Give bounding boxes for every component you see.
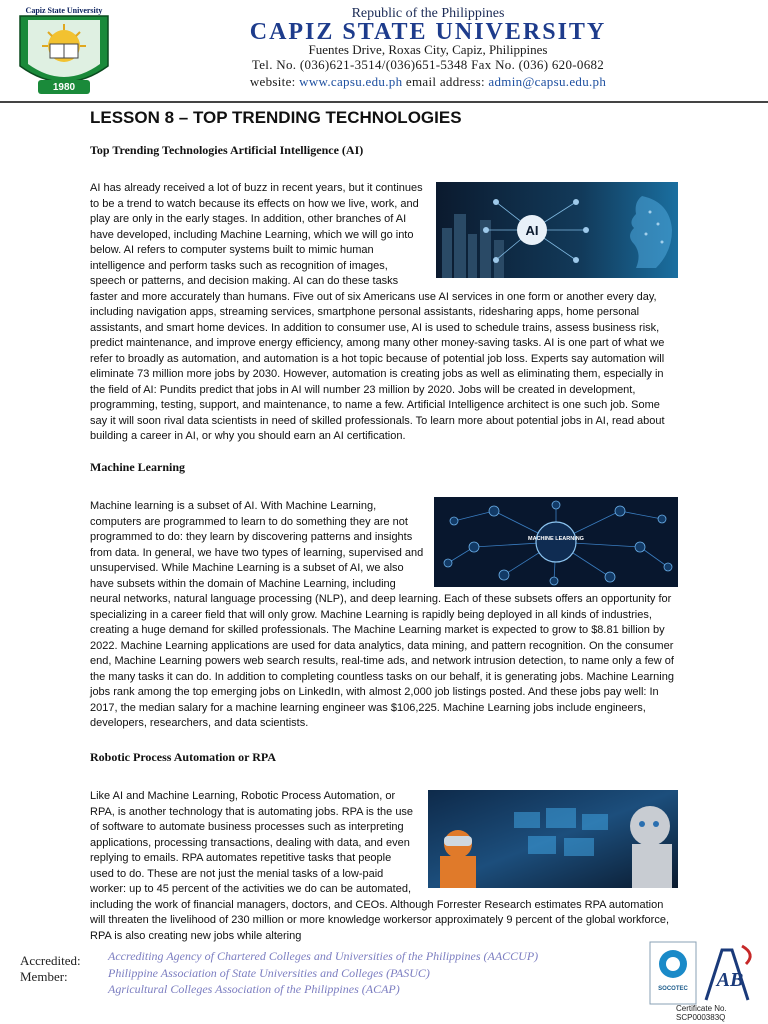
rpa-paragraph: Like AI and Machine Learning, Robotic Process Automation, or RPA, is another technology that is automating jobs. RPA is the use of software to automate business processes such as interpreting applications, processing transactions, dealing with data, and even replying to emails. RPA automates repetitive tasks that people used to do. These are not just the menial tasks of a low-paid worker: up to 45 percent of the activities we do can be automated, including the work of financial managers, doctors, and CEOs. Although Forrester Research estimates RPA automation will threaten the livelihood of 230 million or more knowledge workersor approximately 9 percent of the global workforce, RPA is also creating new jobs while altering [90, 790, 670, 942]
socotec-badge-text: SOCOTEC [658, 986, 688, 992]
certification-logo-icon [648, 940, 760, 1006]
logo-year: 1980 [52, 82, 76, 93]
ai-image [436, 182, 678, 278]
ml-image-label: MACHINE LEARNING [528, 536, 584, 542]
section-body-rpa [90, 789, 678, 944]
email-link[interactable]: admin@capsu.edu.ph [488, 74, 607, 89]
ai-image-label: AI [525, 223, 539, 238]
ai-paragraph: AI has already received a lot of buzz in recent years, but it continues to be a trend to watch because its effects on how we live, work, and play are only in the early stages. In addition, other branches of AI have developed, including Machine Learning, which we will go into below. AI refers to computer systems built to mimic human intelligence and perform tasks such as recognition of images, speech or patterns, and decision making. AI can do these tasks faster and more accurately than humans. Five out of six Americans use AI services in one form or another every day, including navigation apps, streaming services, smartphone personal assistants, ridesharing apps, home personal assistants, and smart home devices. In addition to consumer use, AI is used to schedule trains, assess business risk, predict maintenance, and improve energy efficiency, among many other money-saving tasks. AI is one part of what we refer to broadly as automation, and automation is a hot topic because of potential job loss. Experts say automation will eliminate 73 million more jobs by 2030. However, automation is creating jobs as well as eliminating them, especially in the field of AI: Pundits predict that jobs in AI will number 23 million by 2020. Jobs will be created in development, programming, testing, support, and maintenance, to name a few. Artificial Intelligence architect is one such job. Some say it will soon rival data scientists in need of skilled professionals. To learn more about potential jobs in AI, read about building a career in AI, or why you should earn an AI certification. [90, 182, 665, 442]
member-label: Member: [20, 969, 68, 984]
letterhead [0, 0, 768, 100]
section-heading-ml: Machine Learning [90, 460, 185, 474]
section-heading-ai: Top Trending Technologies Artificial Intelligence (AI) [90, 143, 364, 157]
section-heading-rpa: Robotic Process Automation or RPA [90, 750, 276, 764]
accredited-label: Accredited: [20, 953, 81, 968]
ab-badge-text: AB [716, 969, 744, 991]
address-line: Fuentes Drive, Roxas City, Capiz, Philippines [308, 42, 548, 57]
rpa-image [428, 790, 678, 888]
ml-image [434, 497, 678, 587]
republic-line: Republic of the Philippines [351, 6, 505, 21]
section-body-ai [90, 181, 678, 445]
website-label: website: [249, 74, 300, 89]
org-acap: Agricultural Colleges Association of the Philippines (ACAP) [108, 982, 400, 996]
header-divider [0, 101, 768, 103]
university-name: CAPIZ STATE UNIVERSITY [249, 19, 607, 45]
email-label: email address: [402, 74, 489, 89]
website-link[interactable]: www.capsu.edu.ph [299, 74, 403, 89]
logo-title: Capiz State University [25, 6, 103, 15]
certificate-number: Certificate No. SCP000383Q [676, 1004, 727, 1022]
lesson-title: LESSON 8 – TOP TRENDING TECHNOLOGIES [90, 108, 462, 127]
university-logo [14, 6, 114, 96]
org-pasuc: Philippine Association of State Universities and Colleges (PASUC) [108, 966, 430, 980]
telephone-line: Tel. No. (036)621-3514/(036)651-5348 Fax No. (036) 620-0682 [251, 57, 605, 72]
ml-paragraph: Machine learning is a subset of AI. With Machine Learning, computers are programmed to learn to do something they are not programmed to do: they learn by discovering patterns and insights from data. In general, we have two types of learning, supervised and unsupervised. While Machine Learning is a subset of AI, we also have subsets within the domain of Machine Learning, including neural networks, natural language processing (NLP), and deep learning. Each of these subsets offers an opportunity for specializing in a career field that will only grow. Machine Learning is rapidly being deployed in all kinds of industries, creating a huge demand for skilled professionals. The Machine Learning market is expected to grow to $8.81 billion by 2022. Machine Learning applications are used for data analytics, data mining, and pattern recognition. On the consumer end, Machine Learning powers web search results, real-time ads, and network intrusion detection, to name only a few of the many tasks it can do. In addition to completing countless tasks on our behalf, it is generating jobs. Machine Learning jobs rank among the top emerging jobs on LinkedIn, with almost 2,000 job listings posted. And these jobs pay well: In 2017, the median salary for a machine learning engineer was $106,225. Machine Learning jobs include engineers, developers, researchers, and data scientists. [90, 500, 674, 729]
web-email-line [120, 74, 736, 90]
org-aaccup: Accrediting Agency of Chartered Colleges and Universities of the Philippines (AACCUP) [108, 949, 539, 963]
section-body-ml [90, 499, 678, 732]
